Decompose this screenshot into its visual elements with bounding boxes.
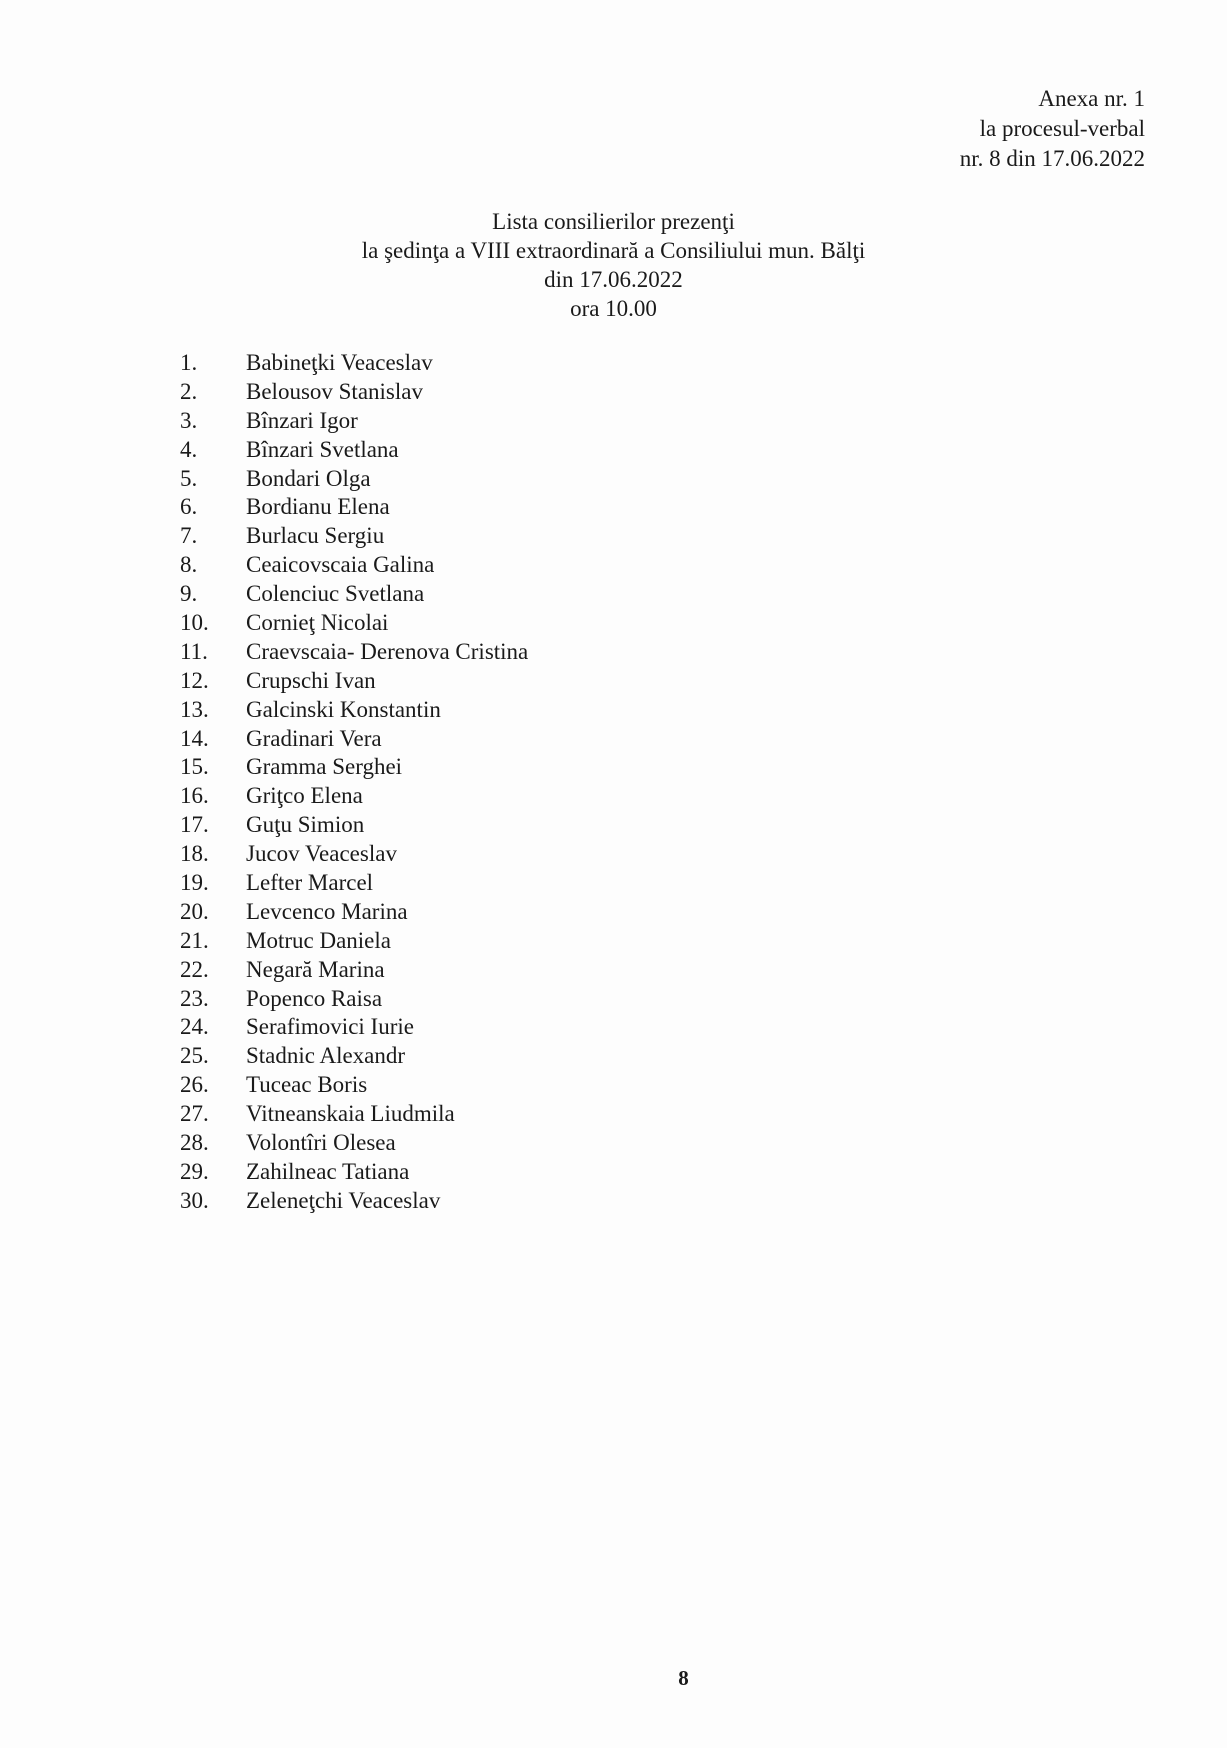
- attendee-row: [180, 1129, 528, 1158]
- attendee-row: [180, 696, 528, 725]
- attendee-name: Bordianu Elena: [246, 494, 390, 520]
- attendee-number: 19.: [180, 870, 209, 896]
- attendee-row: [180, 436, 528, 465]
- document-heading: [0, 207, 1227, 323]
- attendee-number: 7.: [180, 523, 198, 549]
- attendee-row: [180, 927, 528, 956]
- attendee-number: 9.: [180, 581, 198, 607]
- attendee-number: 28.: [180, 1130, 209, 1156]
- attendee-row: [180, 609, 528, 638]
- attendee-list: [180, 349, 528, 1216]
- attendee-number: 18.: [180, 841, 209, 867]
- attendee-number: 24.: [180, 1014, 209, 1040]
- attendee-row: [180, 667, 528, 696]
- attendee-row: [180, 1071, 528, 1100]
- attendee-row: [180, 580, 528, 609]
- attendee-row: [180, 1013, 528, 1042]
- attendee-name: Bînzari Igor: [246, 407, 358, 433]
- attendee-row: [180, 638, 528, 667]
- annex-minutes-ref: la procesul-verbal: [979, 116, 1145, 141]
- attendee-row: [180, 956, 528, 985]
- attendee-name: Bînzari Svetlana: [246, 436, 399, 462]
- attendee-number: 6.: [180, 494, 198, 520]
- attendee-number: 12.: [180, 667, 209, 693]
- attendee-name: Guţu Simion: [246, 812, 365, 838]
- attendee-name: Burlacu Sergiu: [246, 523, 385, 549]
- attendee-number: 5.: [180, 465, 198, 491]
- attendee-name: Craevscaia- Derenova Cristina: [246, 638, 529, 664]
- attendee-number: 27.: [180, 1101, 209, 1127]
- heading-time: ora 10.00: [570, 296, 657, 321]
- attendee-row: [180, 753, 528, 782]
- attendee-name: Popenco Raisa: [246, 985, 383, 1011]
- attendee-number: 4.: [180, 436, 198, 462]
- attendee-number: 20.: [180, 898, 209, 924]
- attendee-name: Motruc Daniela: [246, 927, 391, 953]
- attendee-number: 26.: [180, 1072, 209, 1098]
- attendee-row: [180, 985, 528, 1014]
- attendee-name: Tuceac Boris: [246, 1072, 368, 1098]
- attendee-number: 13.: [180, 696, 209, 722]
- heading-session: la şedinţa a VIII extraordinară a Consiliului mun. Bălţi: [361, 238, 866, 263]
- attendee-row: [180, 465, 528, 494]
- attendee-row: [180, 349, 528, 378]
- heading-title: Lista consilierilor prezenţi: [492, 209, 735, 234]
- page-number: 8: [678, 1666, 689, 1690]
- attendee-number: 23.: [180, 985, 209, 1011]
- attendee-row: [180, 725, 528, 754]
- attendee-name: Levcenco Marina: [246, 898, 408, 924]
- attendee-row: [180, 811, 528, 840]
- attendee-name: Griţco Elena: [246, 783, 363, 809]
- attendee-name: Zahilneac Tatiana: [246, 1158, 410, 1184]
- attendee-name: Belousov Stanislav: [246, 378, 423, 404]
- attendee-number: 21.: [180, 927, 209, 953]
- heading-date: din 17.06.2022: [544, 267, 683, 292]
- attendee-name: Negară Marina: [246, 956, 385, 982]
- attendee-number: 15.: [180, 754, 209, 780]
- attendee-number: 16.: [180, 783, 209, 809]
- attendee-number: 1.: [180, 350, 198, 375]
- annex-reference: [960, 84, 1145, 174]
- attendee-number: 17.: [180, 812, 209, 838]
- attendee-number: 11.: [180, 638, 208, 664]
- attendee-row: [180, 522, 528, 551]
- attendee-row: [180, 782, 528, 811]
- attendee-name: Gradinari Vera: [246, 725, 382, 751]
- annex-number: Anexa nr. 1: [1038, 86, 1145, 111]
- attendee-row: [180, 898, 528, 927]
- attendee-row: [180, 840, 528, 869]
- attendee-name: Galcinski Konstantin: [246, 696, 441, 722]
- attendee-row: [180, 1100, 528, 1129]
- attendee-row: [180, 493, 528, 522]
- attendee-number: 29.: [180, 1158, 209, 1184]
- attendee-number: 8.: [180, 552, 198, 578]
- attendee-name: Babineţki Veaceslav: [246, 350, 433, 375]
- attendee-name: Vitneanskaia Liudmila: [246, 1101, 455, 1127]
- attendee-row: [180, 1158, 528, 1187]
- attendee-name: Zeleneţchi Veaceslav: [246, 1187, 441, 1213]
- attendee-number: 10.: [180, 610, 209, 636]
- attendee-name: Volontîri Olesea: [246, 1130, 396, 1156]
- attendee-name: Serafimovici Iurie: [246, 1014, 414, 1040]
- attendee-row: [180, 1187, 528, 1216]
- attendee-number: 22.: [180, 956, 209, 982]
- attendee-name: Cornieţ Nicolai: [246, 610, 389, 636]
- attendee-row: [180, 378, 528, 407]
- attendee-row: [180, 551, 528, 580]
- attendee-name: Jucov Veaceslav: [246, 841, 397, 867]
- attendee-number: 3.: [180, 407, 198, 433]
- attendee-number: 25.: [180, 1043, 209, 1069]
- attendee-row: [180, 869, 528, 898]
- attendee-name: Ceaicovscaia Galina: [246, 552, 435, 578]
- attendee-number: 2.: [180, 378, 198, 404]
- attendee-name: Lefter Marcel: [246, 870, 374, 896]
- attendee-row: [180, 1042, 528, 1071]
- attendee-name: Stadnic Alexandr: [246, 1043, 406, 1069]
- attendee-number: 14.: [180, 725, 209, 751]
- attendee-name: Crupschi Ivan: [246, 667, 376, 693]
- attendee-number: 30.: [180, 1187, 209, 1213]
- attendee-row: [180, 407, 528, 436]
- attendee-name: Bondari Olga: [246, 465, 371, 491]
- attendee-name: Colenciuc Svetlana: [246, 581, 425, 607]
- annex-minutes-date: nr. 8 din 17.06.2022: [959, 146, 1145, 171]
- attendee-name: Gramma Serghei: [246, 754, 403, 780]
